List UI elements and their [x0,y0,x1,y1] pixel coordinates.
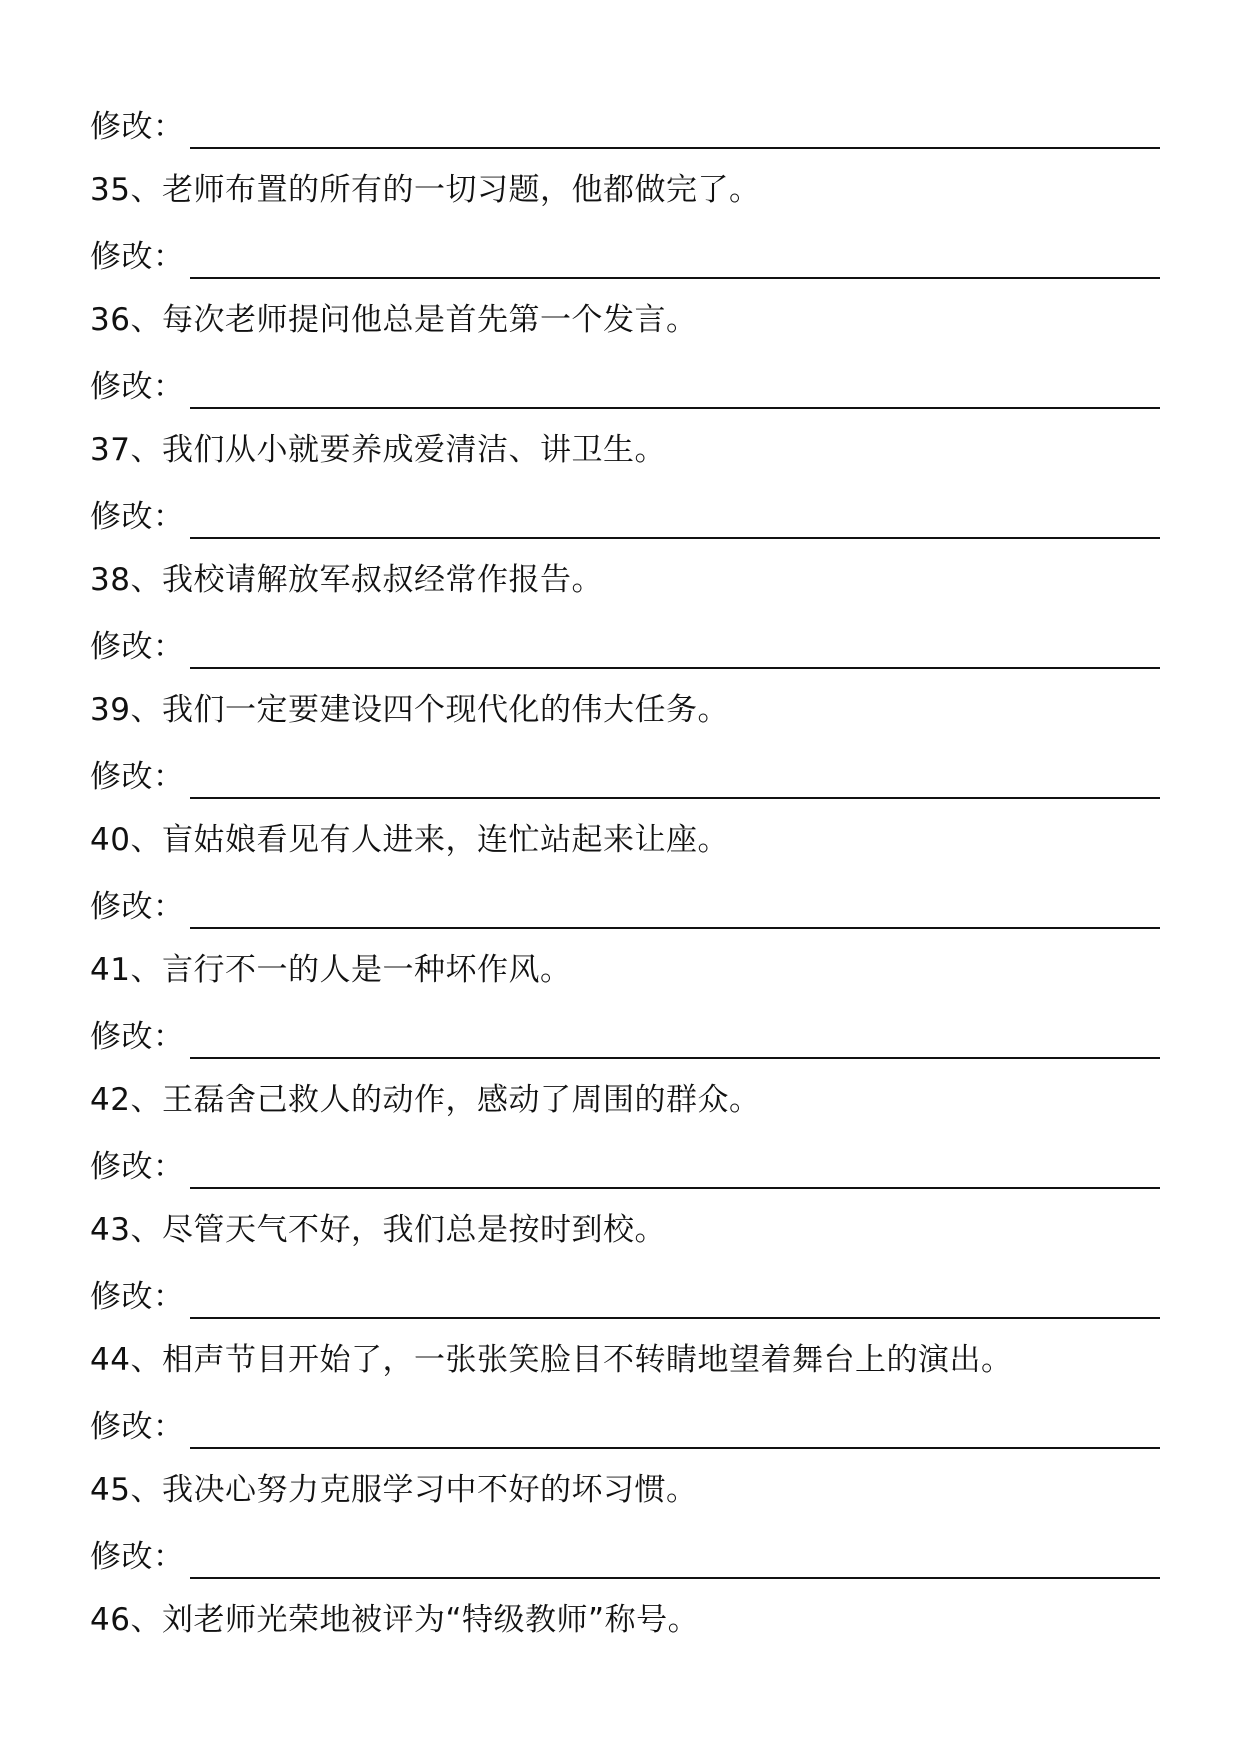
question-39: 39、我们一定要建设四个现代化的伟大任务。 [90,692,729,728]
question-42: 42、王磊舍己救人的动作，感动了周围的群众。 [90,1082,761,1118]
answer-line-39 [90,753,1160,801]
answer-blank[interactable] [190,927,1160,929]
answer-label: 修改： [90,759,185,795]
question-37: 37、我们从小就要养成爱清洁、讲卫生。 [90,432,666,468]
answer-blank[interactable] [190,407,1160,409]
question-38: 38、我校请解放军叔叔经常作报告。 [90,562,603,598]
answer-line-38 [90,623,1160,671]
answer-blank[interactable] [190,1577,1160,1579]
answer-label: 修改： [90,369,185,405]
answer-line-36 [90,363,1160,411]
answer-label: 修改： [90,109,185,145]
question-35: 35、老师布置的所有的一切习题，他都做完了。 [90,172,761,208]
answer-blank[interactable] [190,147,1160,149]
question-40: 40、盲姑娘看见有人进来，连忙站起来让座。 [90,822,729,858]
answer-line-43 [90,1273,1160,1321]
answer-line-44 [90,1403,1160,1451]
answer-label: 修改： [90,239,185,275]
answer-line-41 [90,1013,1160,1061]
answer-line-42 [90,1143,1160,1191]
answer-label: 修改： [90,1539,185,1575]
question-46: 46、刘老师光荣地被评为“特级教师”称号。 [90,1602,700,1638]
answer-label: 修改： [90,889,185,925]
question-36: 36、每次老师提问他总是首先第一个发言。 [90,302,698,338]
answer-label: 修改： [90,499,185,535]
answer-label: 修改： [90,1279,185,1315]
answer-line-45 [90,1533,1160,1581]
answer-label: 修改： [90,1409,185,1445]
answer-blank[interactable] [190,1187,1160,1189]
answer-blank[interactable] [190,277,1160,279]
question-45: 45、我决心努力克服学习中不好的坏习惯。 [90,1472,698,1508]
answer-blank[interactable] [190,537,1160,539]
answer-line-40 [90,883,1160,931]
answer-label: 修改： [90,629,185,665]
answer-blank[interactable] [190,1057,1160,1059]
answer-blank[interactable] [190,797,1160,799]
answer-line-35 [90,233,1160,281]
question-43: 43、尽管天气不好，我们总是按时到校。 [90,1212,666,1248]
answer-blank[interactable] [190,667,1160,669]
answer-label: 修改： [90,1019,185,1055]
answer-line-37 [90,493,1160,541]
question-41: 41、言行不一的人是一种坏作风。 [90,952,572,988]
question-44: 44、相声节目开始了，一张张笑脸目不转睛地望着舞台上的演出。 [90,1342,1013,1378]
answer-blank[interactable] [190,1317,1160,1319]
answer-label: 修改： [90,1149,185,1185]
answer-line-34 [90,103,1160,151]
answer-blank[interactable] [190,1447,1160,1449]
